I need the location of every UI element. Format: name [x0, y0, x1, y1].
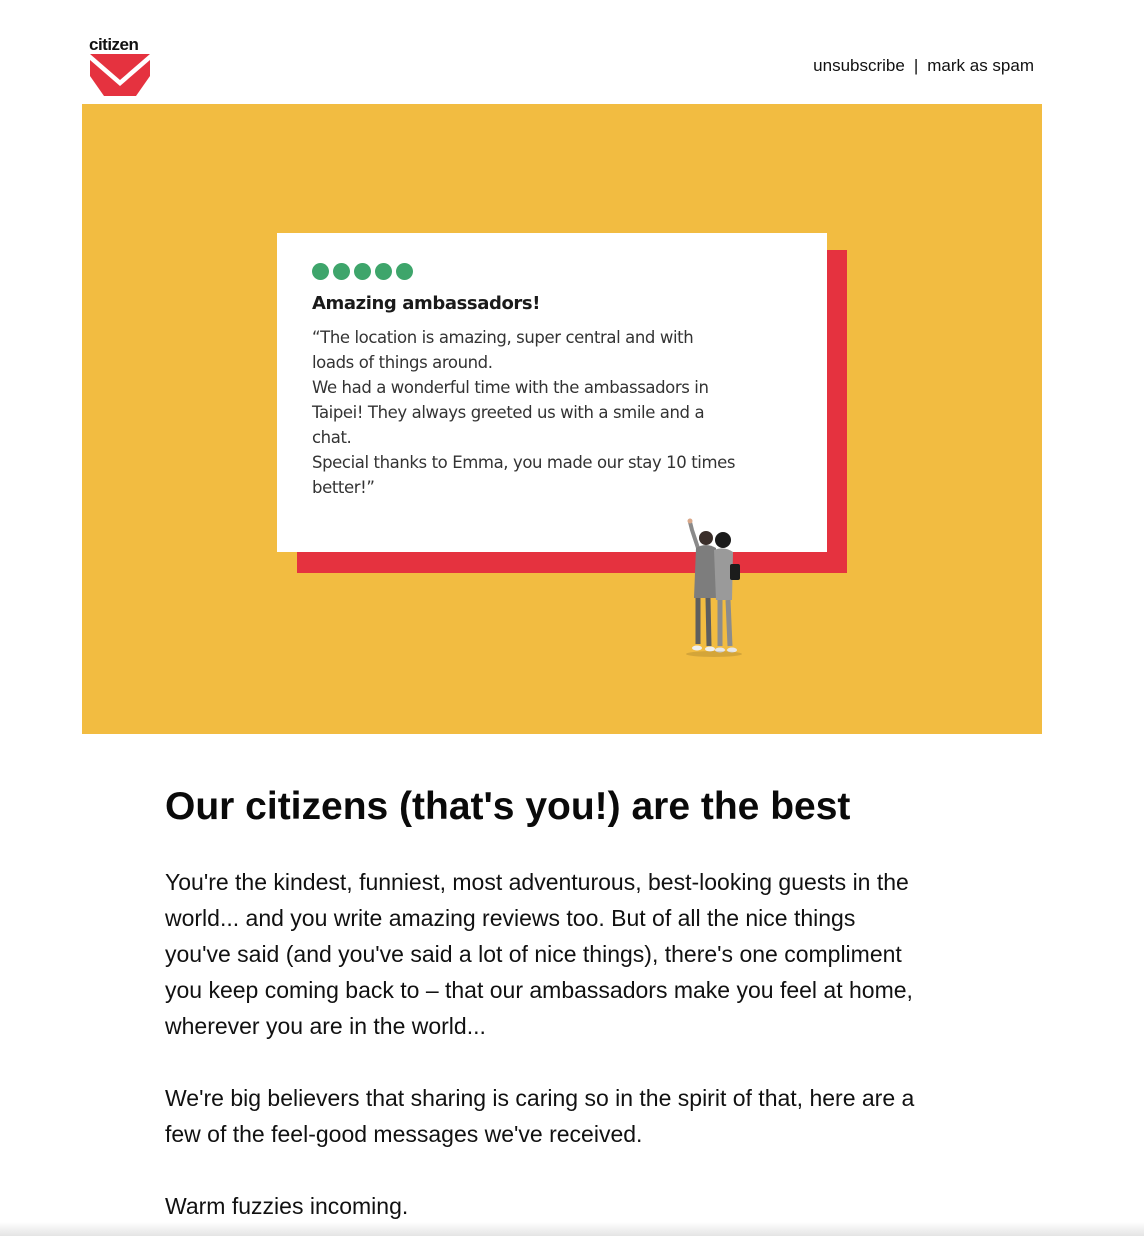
rating-dot-icon: [354, 263, 371, 280]
logo-wordmark: citizen: [89, 35, 139, 54]
review-card: [277, 233, 827, 552]
review-text: “The location is amazing, super central and with loads of things around. We had a wonderful time with the ambassadors in Taipei! They always greeted us with a smile and a chat. Special thanks to Emma, you made our stay 10 times better!”: [312, 328, 736, 497]
citizenm-logo[interactable]: [89, 36, 151, 98]
scroll-edge-shadow: [0, 1222, 1144, 1236]
review-title: Amazing ambassadors!: [312, 293, 541, 314]
paragraph-intro: You're the kindest, funniest, most adventurous, best-looking guests in the world... and you write amazing reviews too. But of all the nice things you've said (and you've said a lot of nice things), there's one compliment you keep coming back to – that our ambassadors make you feel at home, wherever you are in the world...: [165, 869, 913, 1039]
paragraph-sharing: We're big believers that sharing is caring so in the spirit of that, here are a few of the feel-good messages we've received.: [165, 1085, 915, 1147]
paragraph-closing: Warm fuzzies incoming.: [165, 1193, 409, 1219]
headline: Our citizens (that's you!) are the best: [165, 785, 851, 828]
rating-dot-icon: [312, 263, 329, 280]
mark-as-spam-link[interactable]: mark as spam: [927, 56, 1034, 75]
rating-dot-icon: [333, 263, 350, 280]
logo-m-mark: [90, 54, 150, 96]
link-separator: |: [913, 56, 919, 75]
header-links: [813, 56, 1034, 76]
rating-dots: [312, 263, 793, 282]
unsubscribe-link[interactable]: unsubscribe: [813, 56, 905, 75]
email-body: [165, 780, 965, 1224]
rating-dot-icon: [396, 263, 413, 280]
people-illustration: [678, 516, 748, 658]
rating-dot-icon: [375, 263, 392, 280]
hero-banner[interactable]: [82, 104, 1042, 734]
